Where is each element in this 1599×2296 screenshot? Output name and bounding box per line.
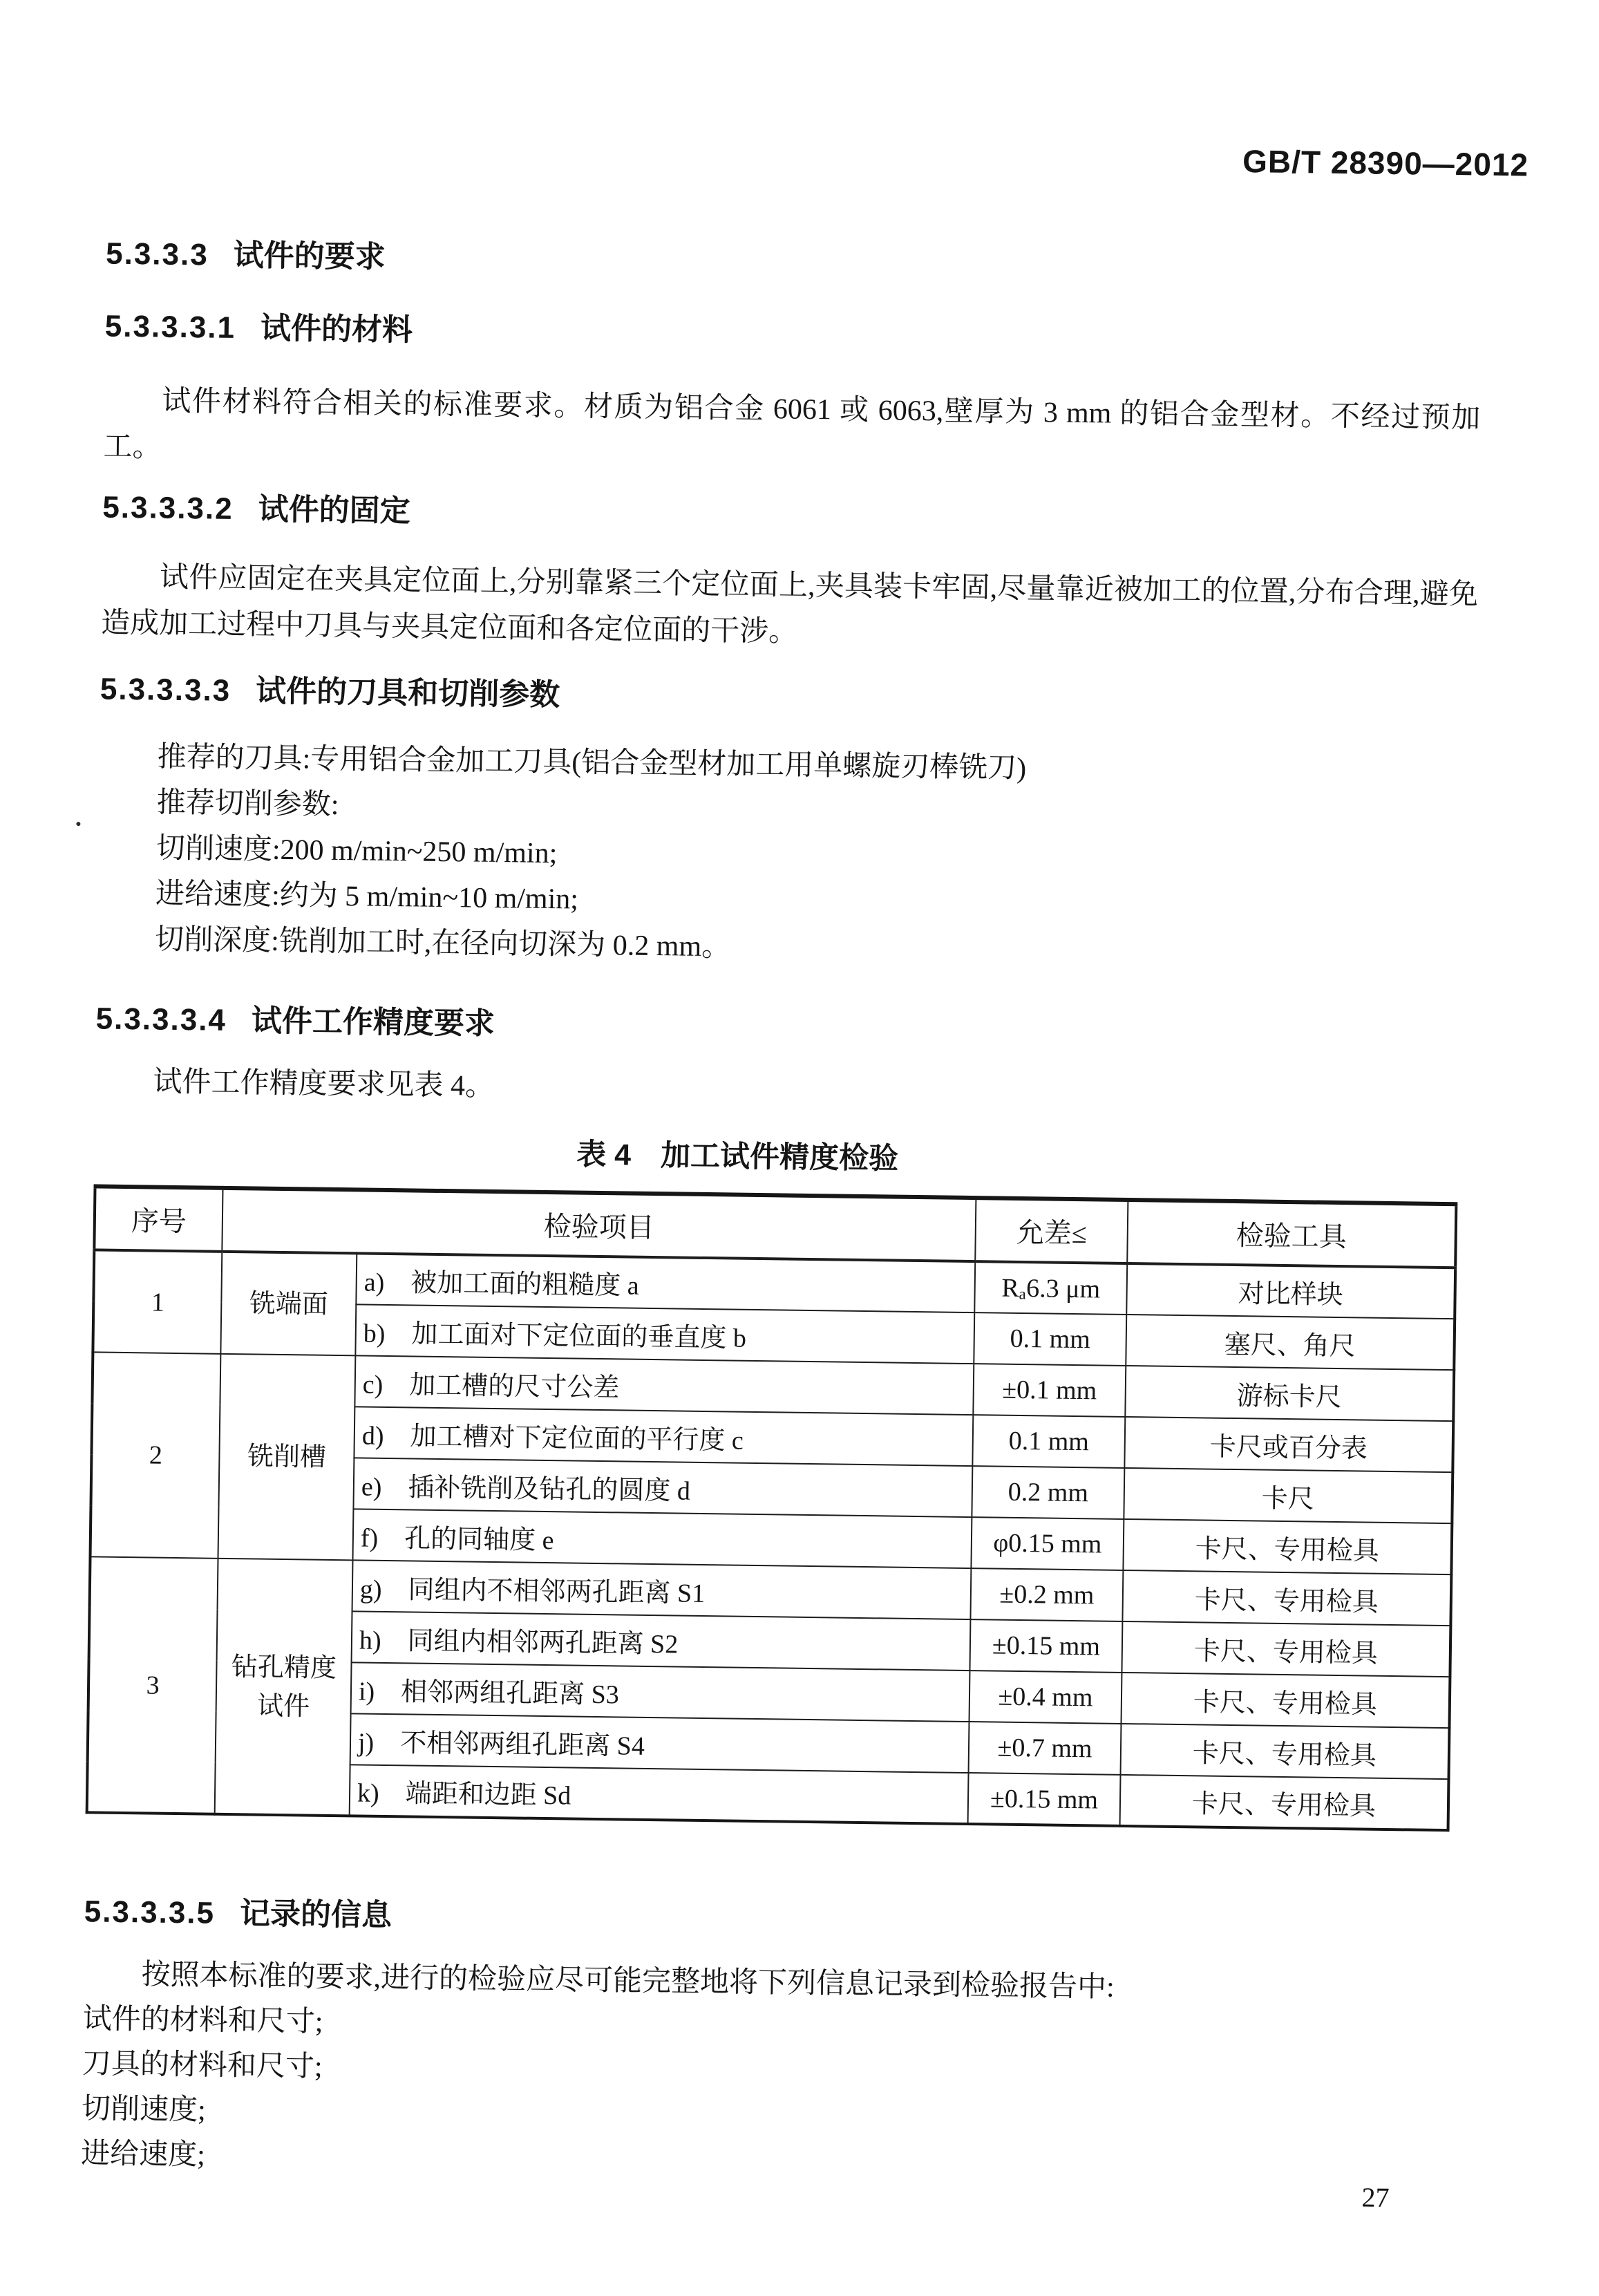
material-paragraph: 试件材料符合相关的标准要求。材质为铝合金 6061 或 6063,壁厚为 3 mm 的铝合金型材。不经过预加工。	[103, 385, 1481, 464]
cell-group: 铣削槽	[218, 1354, 356, 1561]
list-line: 进给速度:约为 5 m/min~10 m/min;	[155, 878, 579, 916]
cell-tool: 塞尺、角尺	[1126, 1315, 1455, 1370]
see-table-paragraph: 试件工作精度要求见表 4。	[153, 1066, 495, 1102]
cell-tolerance: φ0.15 mm	[971, 1517, 1124, 1570]
scan-artifact-dot	[76, 822, 80, 826]
cell-item: e) 插补铣削及钻孔的圆度 d	[353, 1458, 972, 1517]
cell-item: k) 端距和边距 Sd	[350, 1765, 969, 1824]
cell-tolerance: 0.2 mm	[972, 1466, 1124, 1519]
clause-number: 5.3.3.3.3	[100, 672, 231, 708]
record-item: 刀具的材料和尺寸;	[82, 2048, 323, 2083]
cutting-parameter-list	[97, 733, 1476, 979]
clause-title: 记录的信息	[239, 1897, 392, 1933]
clause-number: 5.3.3.3.4	[95, 1001, 227, 1037]
page-body	[81, 235, 1483, 2195]
cell-tolerance: ±0.2 mm	[970, 1568, 1123, 1621]
fixture-paragraph: 试件应固定在夹具定位面上,分别靠紧三个定位面上,夹具装卡牢固,尽量靠近被加工的位置,分布合理,避免造成加工过程中刀具与夹具定位面和各定位面的干涉。	[100, 561, 1479, 648]
list-line: 切削速度:200 m/min~250 m/min;	[155, 832, 558, 870]
cell-group: 铣端面	[220, 1252, 357, 1356]
page-number: 27	[1361, 2181, 1390, 2214]
clause-title: 试件工作精度要求	[251, 1004, 495, 1041]
record-item: 进给速度;	[80, 2138, 206, 2172]
cell-item: c) 加工槽的尺寸公差	[354, 1355, 974, 1415]
cell-tool: 对比样块	[1126, 1263, 1455, 1319]
cell-seq: 1	[93, 1250, 222, 1353]
cell-tolerance: 0.1 mm	[974, 1312, 1126, 1366]
cell-tolerance: ±0.1 mm	[973, 1364, 1126, 1417]
table-4-precision-inspection	[86, 1184, 1458, 1832]
cell-item: b) 加工面对下定位面的垂直度 b	[355, 1304, 974, 1364]
clause-title: 试件的刀具和切削参数	[255, 674, 560, 713]
cell-item: h) 同组内相邻两孔距离 S2	[352, 1611, 971, 1671]
clause-5-3-3-3-4-heading	[95, 999, 1473, 1056]
clause-5-3-3-3-5-heading	[84, 1892, 1461, 1949]
col-header-tool: 检验工具	[1127, 1200, 1456, 1268]
cell-tool: 卡尺	[1124, 1468, 1453, 1523]
clause-5-3-3-3-1-heading	[104, 308, 1482, 364]
clause-5-3-3-3-heading	[106, 235, 1483, 292]
list-line: 推荐的刀具:专用铝合金加工刀具(铝合金型材加工用单螺旋刃棒铣刀)	[157, 741, 1027, 785]
table4-caption: 表 4 加工试件精度检验	[576, 1138, 899, 1176]
cell-tolerance: ±0.15 mm	[968, 1773, 1121, 1826]
clause-title: 试件的固定	[258, 492, 410, 529]
cell-tool: 卡尺、专用检具	[1121, 1673, 1450, 1728]
list-line: 切削深度:铣削加工时,在径向切深为 0.2 mm。	[154, 923, 731, 963]
clause-number: 5.3.3.3.1	[104, 309, 236, 345]
col-header-seq: 序号	[94, 1186, 223, 1251]
cell-item: d) 加工槽对下定位面的平行度 c	[354, 1406, 973, 1466]
record-item: 试件的材料和尺寸;	[82, 2003, 323, 2038]
cell-item: i) 相邻两组孔距离 S3	[351, 1662, 970, 1722]
record-item: 切削速度;	[81, 2093, 207, 2127]
clause-number: 5.3.3.3.5	[84, 1894, 216, 1930]
cell-item: f) 孔的同轴度 e	[352, 1509, 972, 1568]
list-line: 推荐切削参数:	[156, 787, 339, 821]
col-header-tolerance: 允差≤	[975, 1198, 1128, 1263]
cell-tolerance: ±0.4 mm	[969, 1671, 1122, 1724]
cell-item: a) 被加工面的粗糙度 a	[356, 1253, 975, 1312]
cell-tolerance: 0.1 mm	[972, 1415, 1125, 1468]
cell-tool: 游标卡尺	[1125, 1366, 1454, 1421]
cell-tool: 卡尺、专用检具	[1122, 1621, 1450, 1677]
cell-tool: 卡尺、专用检具	[1122, 1570, 1451, 1626]
clause-number: 5.3.3.3.2	[102, 490, 234, 526]
cell-tool: 卡尺或百分表	[1124, 1417, 1453, 1472]
cell-tolerance: ±0.7 mm	[969, 1722, 1122, 1775]
cell-tool: 卡尺、专用检具	[1121, 1724, 1450, 1779]
record-intro-paragraph: 按照本标准的要求,进行的检验应尽可能完整地将下列信息记录到检验报告中:	[141, 1959, 1115, 2004]
clause-5-3-3-3-2-heading	[102, 488, 1479, 545]
clause-title: 试件的材料	[260, 311, 413, 348]
col-header-item: 检验项目	[222, 1188, 976, 1261]
cell-item: j) 不相邻两组孔距离 S4	[350, 1713, 969, 1773]
clause-number: 5.3.3.3	[105, 236, 209, 272]
cell-group: 钻孔精度试件	[215, 1559, 353, 1816]
cell-item: g) 同组内不相邻两孔距离 S1	[352, 1560, 972, 1619]
cell-seq: 3	[87, 1556, 218, 1814]
cell-tolerance: Rₐ6.3 μm	[974, 1261, 1127, 1315]
standard-number: GB/T 28390—2012	[1242, 143, 1529, 183]
cell-tool: 卡尺、专用检具	[1120, 1775, 1449, 1830]
cell-tolerance: ±0.15 mm	[969, 1619, 1122, 1673]
cell-tool: 卡尺、专用检具	[1123, 1519, 1452, 1574]
cell-seq: 2	[91, 1352, 221, 1558]
clause-5-3-3-3-3-heading	[100, 670, 1477, 726]
clause-title: 试件的要求	[233, 238, 386, 274]
